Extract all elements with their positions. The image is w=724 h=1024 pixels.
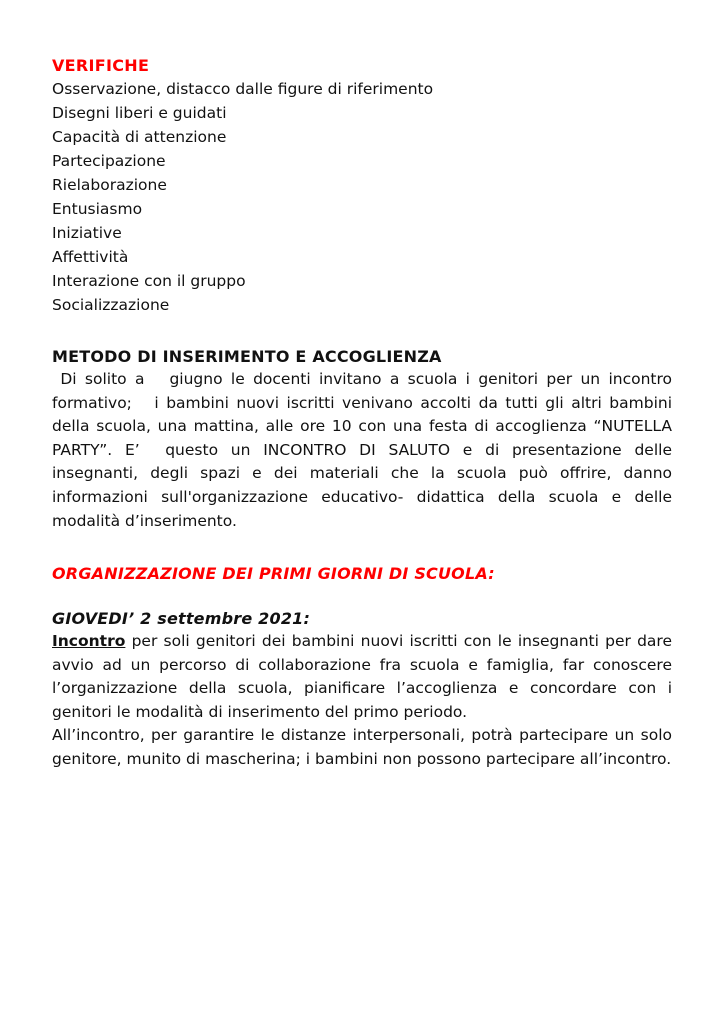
list-item: Disegni liberi e guidati (52, 104, 227, 122)
list-item: Interazione con il gruppo (52, 272, 246, 290)
incontro-paragraph (52, 630, 672, 724)
list-item: Capacità di attenzione (52, 128, 227, 146)
list-item: Entusiasmo (52, 200, 143, 218)
date-heading: GIOVEDI’ 2 settembre 2021: (52, 609, 311, 628)
list-item: Iniziative (52, 224, 122, 242)
list-item: Rielaborazione (52, 176, 167, 194)
organizzazione-section (52, 563, 672, 585)
list-item: Socializzazione (52, 296, 170, 314)
list-item: Partecipazione (52, 152, 166, 170)
organizzazione-title: ORGANIZZAZIONE DEI PRIMI GIORNI DI SCUOLA: (52, 564, 495, 583)
metodo-paragraph: Di solito a giugno le docenti invitano a scuola i genitori per un incontro formativo; i bambini nuovi iscritti venivano accolti da tutti gli altri bambini della scuola, una mattina, alle ore 10 con una festa di accoglienza “NUTELLA PARTY”. E’ questo un INCONTRO DI SALUTO e di presentazione delle insegnanti, degli spazi e dei materiali che la scuola può offrire, danno informazioni sull'organizzazione educativo- didattica della scuola e delle modalità d’inserimento. (52, 370, 677, 530)
verifiche-list (52, 77, 672, 317)
incontro-paragraph-2: All’incontro, per garantire le distanze interpersonali, potrà partecipare un solo genitore, munito di mascherina; i bambini non possono partecipare all’incontro. (52, 726, 672, 768)
metodo-section (52, 346, 677, 533)
incontro-text: per soli genitori dei bambini nuovi iscritti con le insegnanti per dare avvio ad un percorso di collaborazione fra scuola e famiglia, far conoscere l’organizzazione della scuola, pianificare l’accoglienza e concordare con i genitori le modalità di inserimento del primo periodo. (52, 632, 672, 721)
list-item: Osservazione, distacco dalle figure di riferimento (52, 80, 434, 98)
metodo-title: METODO DI INSERIMENTO E ACCOGLIENZA (52, 347, 442, 366)
giovedi-section (52, 608, 672, 772)
verifiche-title: VERIFICHE (52, 56, 150, 75)
verifiche-section (52, 55, 672, 317)
incontro-label: Incontro (52, 632, 126, 650)
list-item: Affettività (52, 248, 129, 266)
